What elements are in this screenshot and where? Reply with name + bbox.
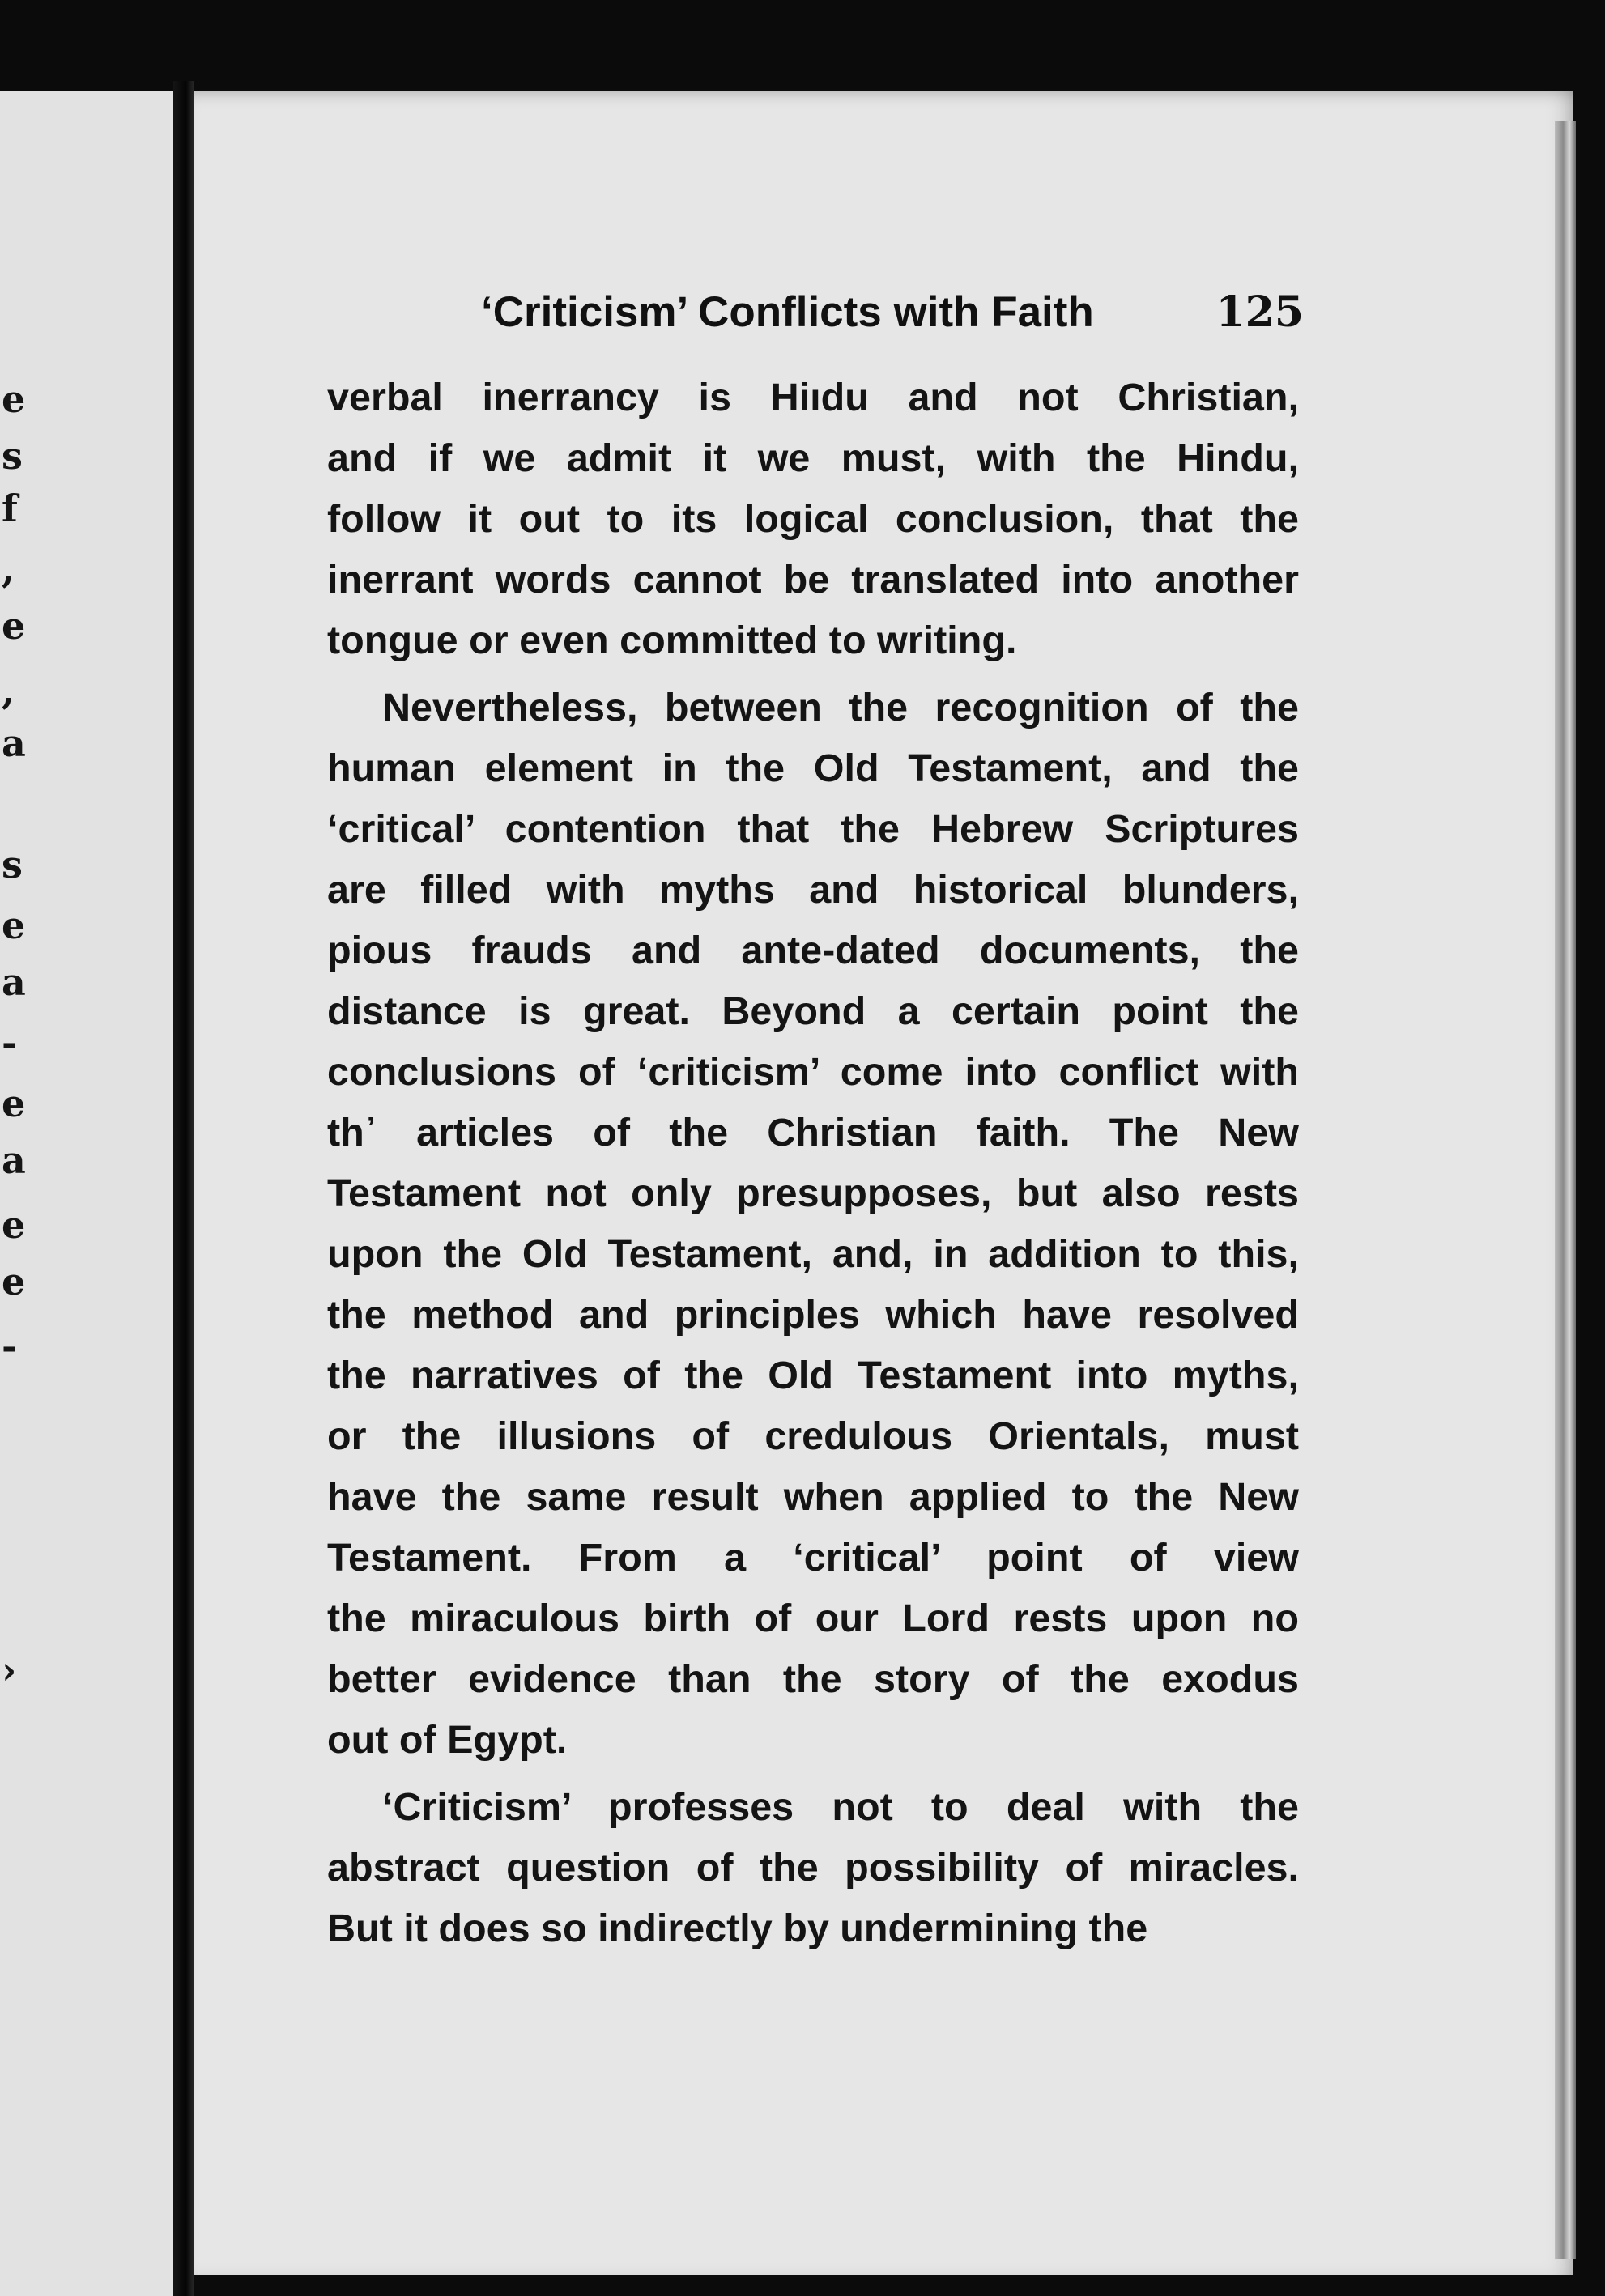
edge-letter: a (2, 960, 26, 1004)
text-line: tongue or even committed to writing. (327, 619, 1017, 662)
text-line: out of Egypt. (327, 1718, 568, 1762)
paragraph-gap (327, 1771, 1299, 1777)
previous-page-letters (0, 91, 32, 2296)
page-number: 125 (1215, 287, 1304, 337)
edge-letter: › (2, 1648, 17, 1692)
page-edge-shadow (1555, 121, 1576, 2259)
edge-letter: f (2, 487, 18, 530)
paragraph-gap (327, 671, 1299, 678)
paragraph (327, 368, 1299, 671)
text-line: the miraculous birth of our Lord rests upon no (327, 1597, 1299, 1640)
text-line: the method and principles which have resolved (327, 1293, 1299, 1337)
book-gutter (173, 81, 194, 2296)
running-head (481, 280, 1304, 345)
text-line: are filled with myths and historical blunders, (327, 868, 1299, 912)
paragraph (327, 1777, 1299, 1959)
edge-letter: , (2, 547, 15, 591)
edge-letter: e (2, 904, 26, 947)
edge-letter: a (2, 721, 26, 765)
text-line: have the same result when applied to the New (327, 1475, 1299, 1519)
text-line: follow it out to its logical conclusion, that the (327, 497, 1299, 541)
text-line: th᾽ articles of the Christian faith. The New (327, 1111, 1299, 1154)
text-line: Testament not only presupposes, but also rests (327, 1171, 1299, 1215)
edge-letter: e (2, 1203, 26, 1247)
text-line: conclusions of ‘criticism’ come into conflict with (327, 1050, 1299, 1094)
text-line: upon the Old Testament, and, in addition to this, (327, 1232, 1299, 1276)
text-line: Nevertheless, between the recognition of the (382, 686, 1299, 729)
running-title: ‘Criticism’ Conflicts with Faith (481, 288, 1094, 336)
edge-letter: - (2, 1021, 18, 1065)
text-line: abstract question of the possibility of miracles. (327, 1846, 1299, 1890)
edge-letter: a (2, 1138, 26, 1182)
text-line: human element in the Old Testament, and the (327, 746, 1299, 790)
text-line: ‘critical’ contention that the Hebrew Scriptures (327, 807, 1299, 851)
text-line: better evidence than the story of the exodus (327, 1657, 1299, 1701)
text-line: ‘Criticism’ professes not to deal with the (382, 1785, 1299, 1829)
text-line: the narratives of the Old Testament into myths, (327, 1354, 1299, 1397)
body-text (327, 368, 1299, 1959)
text-line: pious frauds and ante-dated documents, the (327, 929, 1299, 972)
text-line: verbal inerrancy is Hiıdu and not Christian, (327, 376, 1299, 419)
text-line: and if we admit it we must, with the Hindu, (327, 436, 1299, 480)
edge-letter: e (2, 1082, 26, 1125)
edge-letter: , (2, 669, 15, 712)
text-line: inerrant words cannot be translated into another (327, 558, 1299, 602)
text-line: or the illusions of credulous Orientals, must (327, 1414, 1299, 1458)
edge-letter: s (2, 843, 23, 887)
text-line: But it does so indirectly by undermining the (327, 1907, 1148, 1950)
text-line: Testament. From a ‘critical’ point of view (327, 1536, 1299, 1580)
text-line: distance is great. Beyond a certain point the (327, 989, 1299, 1033)
edge-letter: e (2, 377, 26, 421)
previous-page-edge (0, 91, 188, 2296)
edge-letter: e (2, 1260, 26, 1303)
edge-letter: e (2, 604, 26, 648)
edge-letter: - (2, 1324, 18, 1368)
paragraph (327, 678, 1299, 1771)
edge-letter: s (2, 434, 23, 478)
